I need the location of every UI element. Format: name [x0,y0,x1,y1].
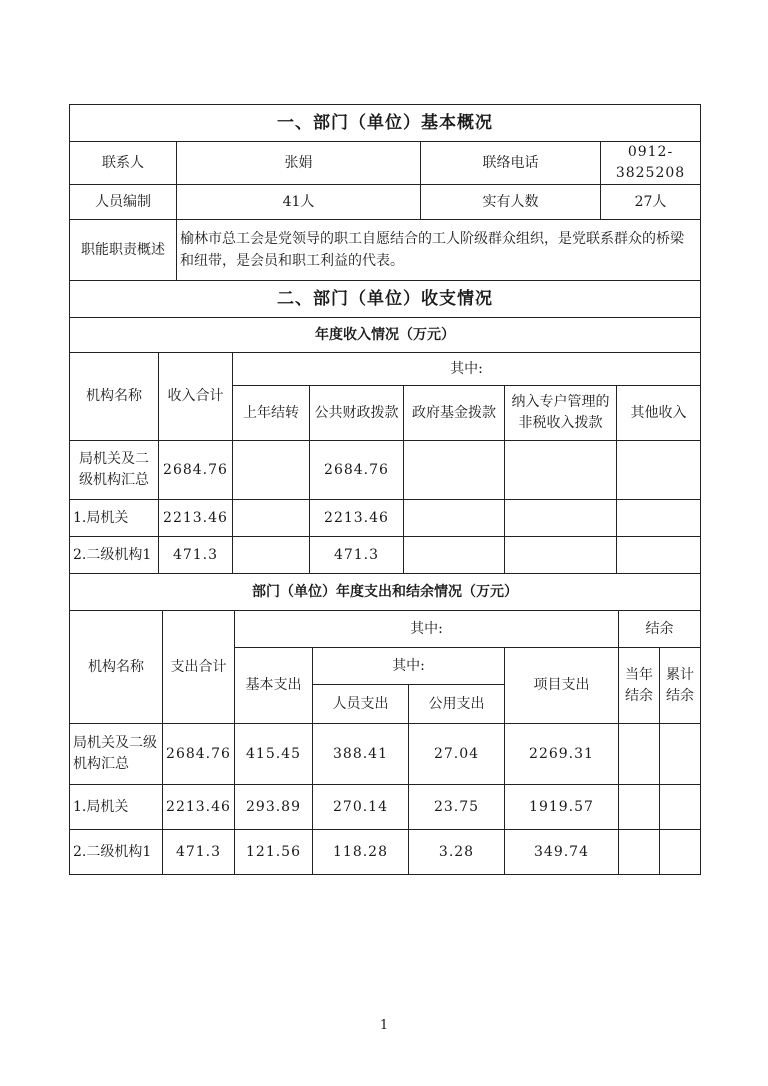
expense-row-project: 1919.57 [505,785,619,830]
expense-row-basic: 293.89 [235,785,313,830]
income-row-public: 471.3 [310,537,404,574]
section2-title: 二、部门（单位）收支情况 [70,281,701,318]
expense-header-among2: 其中: [313,648,505,685]
expense-row-cum-balance [660,724,701,785]
expense-row-public-use: 3.28 [409,830,505,875]
income-row-total: 2213.46 [159,500,233,537]
expense-header-org: 机构名称 [70,611,163,724]
basic-info-table [69,104,701,318]
income-row-prev [233,537,310,574]
expense-header-cum-balance: 累计结余 [660,648,701,724]
expense-row-org: 1.局机关 [70,785,163,830]
income-row-fund [404,537,505,574]
actual-label: 实有人数 [421,185,601,220]
table-row [70,441,701,500]
contact-value: 张娟 [177,142,421,185]
expense-row-total: 2213.46 [163,785,235,830]
page-number: 1 [379,1018,389,1033]
expense-row-org: 局机关及二级机构汇总 [70,724,163,785]
expense-header-personnel: 人员支出 [313,685,409,724]
expense-row-cum-balance [660,830,701,875]
expense-row-total: 471.3 [163,830,235,875]
income-row-org: 2.二级机构1 [70,537,159,574]
document-sheet [69,104,700,875]
income-row-public: 2213.46 [310,500,404,537]
table-row [70,785,701,830]
phone-label: 联络电话 [421,142,601,185]
expense-row-basic: 415.45 [235,724,313,785]
income-row-other [617,441,701,500]
expense-row-org: 2.二级机构1 [70,830,163,875]
expense-row-personnel: 388.41 [313,724,409,785]
expense-header-basic: 基本支出 [235,648,313,724]
phone-value: 0912-3825208 [601,142,701,185]
duty-label: 职能职责概述 [70,220,177,281]
expense-row-year-balance [619,785,660,830]
income-header-prev: 上年结转 [233,386,310,441]
income-row-total: 471.3 [159,537,233,574]
expense-row-project: 349.74 [505,830,619,875]
contact-label: 联系人 [70,142,177,185]
expense-row-personnel: 118.28 [313,830,409,875]
income-header-among: 其中: [233,353,701,386]
income-header-fund: 政府基金拨款 [404,386,505,441]
expense-row-total: 2684.76 [163,724,235,785]
expense-row-cum-balance [660,785,701,830]
income-row-prev [233,500,310,537]
income-row-other [617,537,701,574]
income-table [69,317,701,574]
income-row-fund [404,500,505,537]
expense-table [69,573,701,875]
duty-text: 榆林市总工会是党领导的职工自愿结合的工人阶级群众组织，是党联系群众的桥梁和纽带，是会员和职工利益的代表。 [177,220,701,281]
staff-value: 41人 [177,185,421,220]
table-row [70,537,701,574]
expense-row-year-balance [619,724,660,785]
income-row-org: 局机关及二级机构汇总 [70,441,159,500]
income-row-prev [233,441,310,500]
expense-header-among: 其中: [235,611,619,648]
income-row-nontax [505,537,617,574]
income-header-public: 公共财政拨款 [310,386,404,441]
expense-row-public-use: 23.75 [409,785,505,830]
income-header-org: 机构名称 [70,353,159,441]
table-row [70,500,701,537]
income-header-other: 其他收入 [617,386,701,441]
expense-row-personnel: 270.14 [313,785,409,830]
income-row-other [617,500,701,537]
expense-title: 部门（单位）年度支出和结余情况（万元） [70,574,701,611]
income-row-org: 1.局机关 [70,500,159,537]
income-header-nontax: 纳入专户管理的非税收入拨款 [505,386,617,441]
expense-header-public-use: 公用支出 [409,685,505,724]
expense-header-project: 项目支出 [505,648,619,724]
expense-row-project: 2269.31 [505,724,619,785]
expense-header-total: 支出合计 [163,611,235,724]
expense-row-year-balance [619,830,660,875]
expense-row-basic: 121.56 [235,830,313,875]
staff-label: 人员编制 [70,185,177,220]
income-row-public: 2684.76 [310,441,404,500]
table-row [70,724,701,785]
income-row-nontax [505,500,617,537]
section1-title: 一、部门（单位）基本概况 [70,105,701,142]
expense-row-public-use: 27.04 [409,724,505,785]
income-row-nontax [505,441,617,500]
income-header-total: 收入合计 [159,353,233,441]
actual-value: 27人 [601,185,701,220]
expense-header-year-balance: 当年结余 [619,648,660,724]
income-row-fund [404,441,505,500]
income-row-total: 2684.76 [159,441,233,500]
table-row [70,830,701,875]
expense-header-balance: 结余 [619,611,701,648]
income-title: 年度收入情况（万元） [70,318,701,353]
